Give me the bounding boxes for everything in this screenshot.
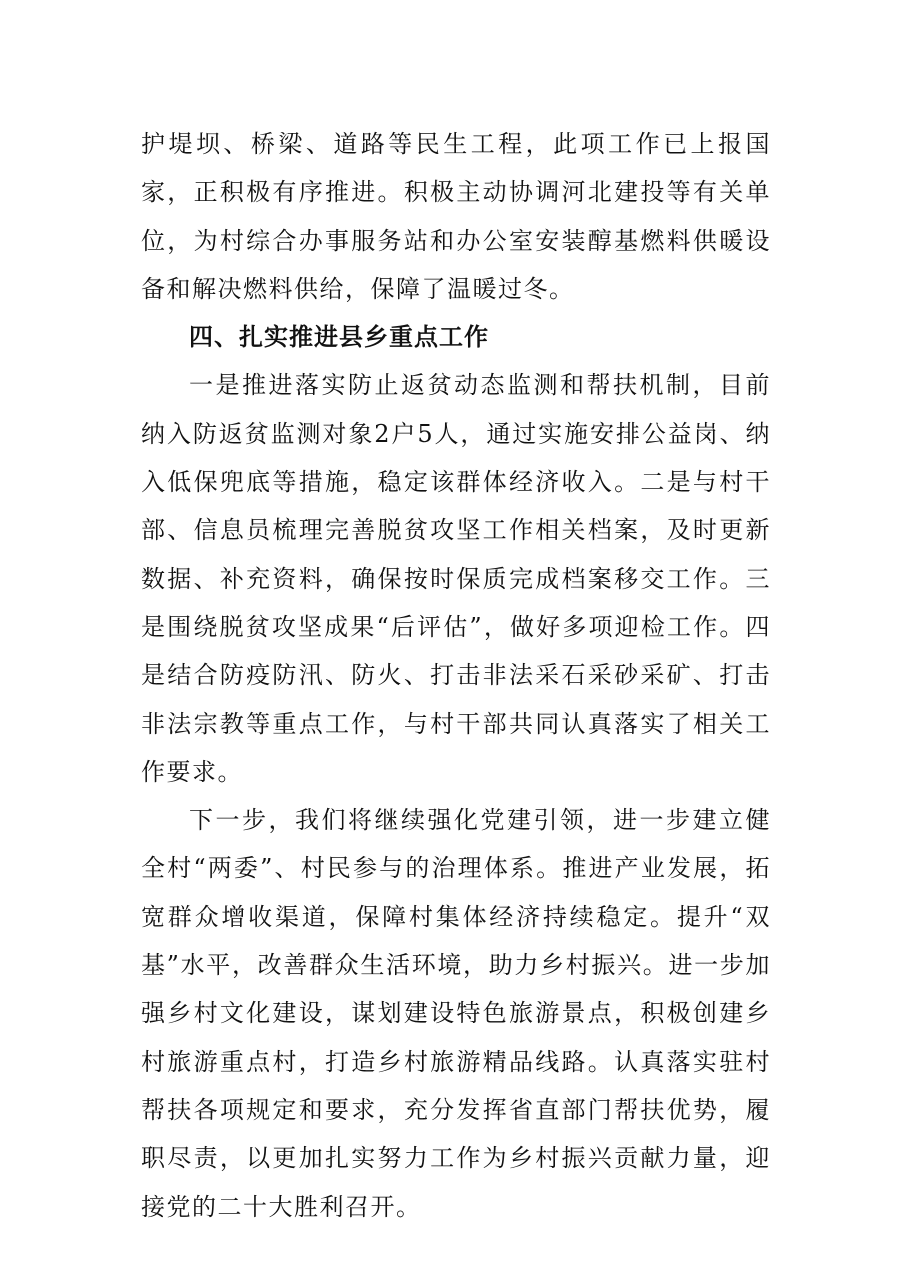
section-heading: 四、扎实推进县乡重点工作	[189, 323, 489, 352]
document-body	[141, 120, 771, 1231]
paragraph-next-steps: 下一步，我们将继续强化党建引领，进一步建立健全村“两委”、村民参与的治理体系。推进产业发展，拓宽群众增收渠道，保障村集体经济持续稳定。提升“双基”水平，改善群众生活环境，助力乡村振兴。进一步加强乡村文化建设，谋划建设特色旅游景点，积极创建乡村旅游重点村，打造乡村旅游精品线路。认真落实驻村帮扶各项规定和要求，充分发挥省直部门帮扶优势，履职尽责，以更加扎实努力工作为乡村振兴贡献力量，迎接党的二十大胜利召开。	[141, 806, 771, 1221]
paragraph-continuation: 护堤坝、桥梁、道路等民生工程，此项工作已上报国家，正积极有序推进。积极主动协调河北建投等有关单位，为村综合办事服务站和办公室安装醇基燃料供暖设备和解决燃料供给，保障了温暖过冬。	[141, 130, 771, 303]
paragraph-key-work: 一是推进落实防止返贫动态监测和帮扶机制，目前纳入防返贫监测对象2户5人，通过实施安排公益岗、纳入低保兜底等措施，稳定该群体经济收入。二是与村干部、信息员梳理完善脱贫攻坚工作相关档案，及时更新数据、补充资料，确保按时保质完成档案移交工作。三是围绕脱贫攻坚成果“后评估”，做好多项迎检工作。四是结合防疫防汛、防火、打击非法采石采砂采矿、打击非法宗教等重点工作，与村干部共同认真落实了相关工作要求。	[141, 371, 771, 786]
